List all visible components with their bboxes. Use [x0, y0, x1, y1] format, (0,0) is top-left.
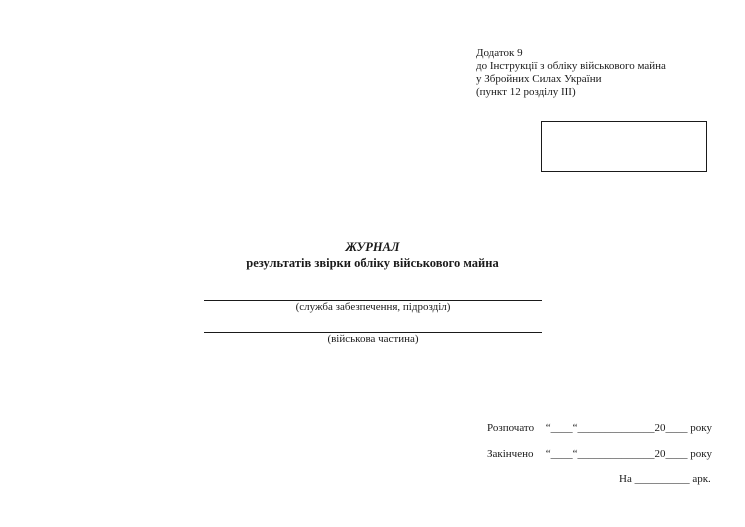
appendix-clause: (пункт 12 розділу ІІІ) — [476, 86, 576, 98]
appendix-armed-forces: у Збройних Силах України — [476, 73, 602, 85]
finished-date-field[interactable]: “____“______________20____ року — [545, 448, 712, 460]
service-caption: (служба забезпечення, підрозділ) — [295, 301, 451, 313]
appendix-number: Додаток 9 — [476, 47, 523, 59]
unit-caption: (військова частина) — [327, 333, 419, 345]
sheet-count-field[interactable]: На __________ арк. — [619, 473, 711, 485]
journal-title-block — [0, 240, 745, 271]
started-label: Розпочато — [487, 422, 535, 434]
finished-label: Закінчено — [487, 448, 534, 460]
started-date-row — [487, 422, 712, 434]
journal-title: ЖУРНАЛ — [345, 240, 400, 254]
appendix-instruction: до Інструкції з обліку військового майна — [476, 60, 666, 72]
finished-date-row — [487, 448, 712, 460]
registration-stamp-box — [541, 121, 707, 172]
journal-subtitle: результатів звірки обліку військового майна — [246, 256, 499, 270]
appendix-note — [476, 47, 666, 99]
started-date-field[interactable]: “____“______________20____ року — [545, 422, 712, 434]
